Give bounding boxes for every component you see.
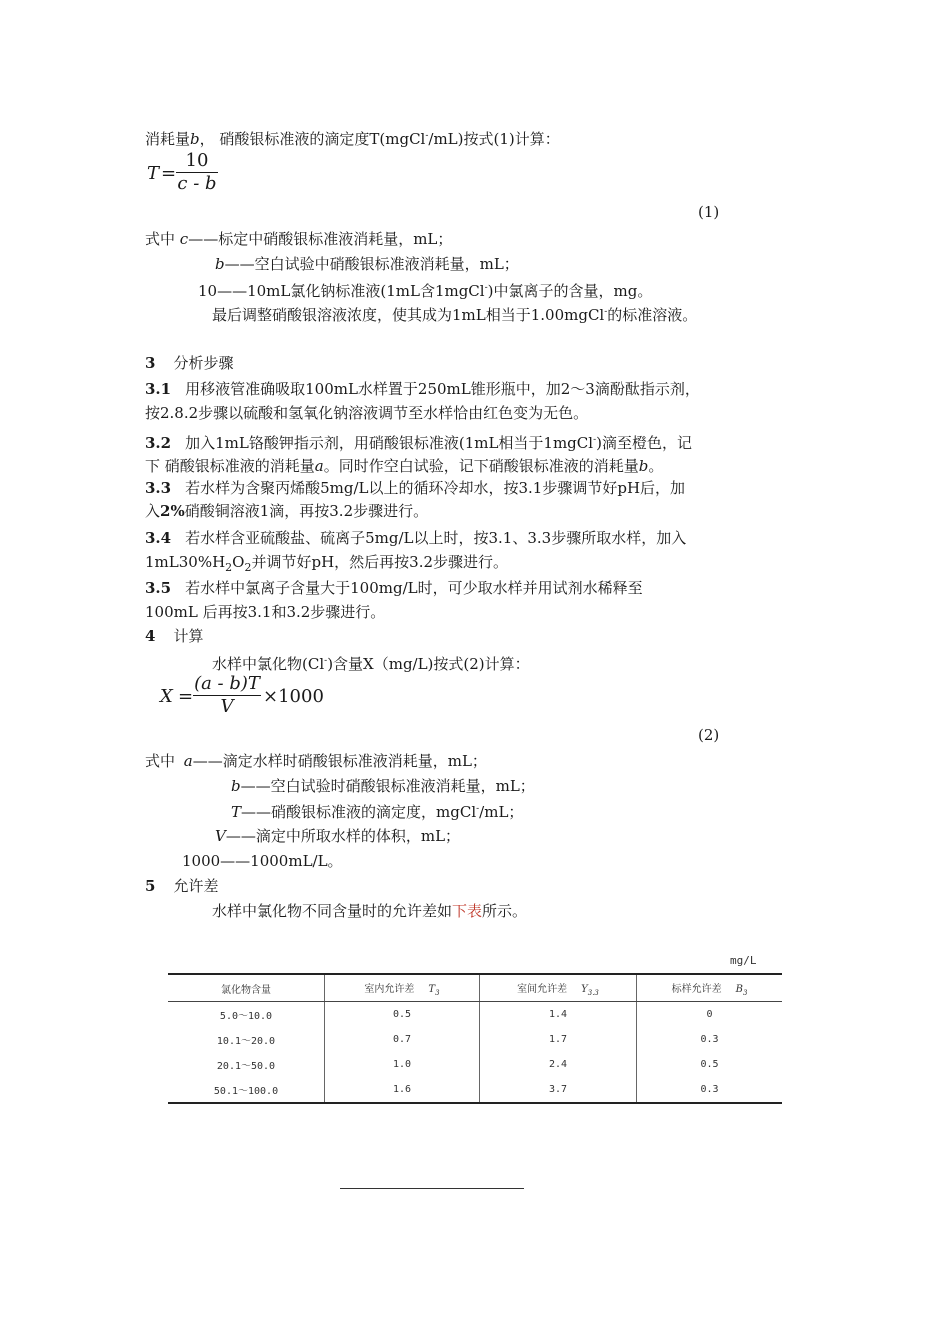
step-3-4: 3.4 若水样含亚硫酸盐、硫离子5mg/L以上时，按3.1、3.3步骤所取水样，加入 $1mL30\%H_2O_2$并调节好pH，然后再按3.2步骤进行。	[145, 529, 687, 574]
eq2-fraction	[193, 673, 261, 717]
header-lab-tolerance: 室内允许差 $T_3$	[325, 974, 480, 1002]
where2-a: 式中 a——滴定水样时硝酸银标准液消耗量，mL；	[145, 752, 487, 770]
eq1-number: (1)	[698, 203, 720, 221]
intro-line: 消耗量b， 硝酸银标准液的滴定度T(mgCl-/mL)按式(1)计算：	[145, 130, 560, 148]
step-3-5: 3.5 若水样中氯离子含量大于100mg/L时，可少取水样并用试剂水稀释至 100mL 后再按3.1和3.2步骤进行。	[145, 579, 643, 621]
table-row: 50.1～100.0 1.6 3.7 0.3	[168, 1077, 782, 1103]
where2-t: T——硝酸银标准液的滴定度，mgCl-/mL；	[231, 803, 524, 821]
eq1-lhs: T	[147, 163, 160, 184]
section-4-heading: 4 计算	[145, 627, 204, 645]
section-3-heading: 3 分析步骤	[145, 354, 234, 372]
eq2-equals: =	[178, 686, 194, 707]
end-rule	[340, 1188, 524, 1189]
table-link[interactable]: 下表	[452, 902, 483, 920]
header-content: 氯化物含量	[168, 974, 325, 1002]
table-row: 5.0～10.0 0.5 1.4 0	[168, 1002, 782, 1028]
eq2-numerator: (a - b)T	[194, 673, 260, 694]
header-interlab-tolerance: 室间允许差 $Y_{3.3}$	[480, 974, 637, 1002]
where2-k: 1000——1000mL/L。	[182, 852, 343, 870]
eq2-lhs: X	[160, 686, 173, 707]
table-row: 10.1～20.0 0.7 1.7 0.3	[168, 1027, 782, 1052]
eq1-fraction	[176, 150, 218, 194]
where2-b: b——空白试验时硝酸银标准液消耗量，mL；	[231, 777, 535, 795]
step-3-3: 3.3 若水样为含聚丙烯酸5mg/L以上的循环冷却水，按3.1步骤调节好pH后，加 入2%硝酸铜溶液1滴，再按3.2步骤进行。	[145, 479, 686, 520]
table-header-row	[168, 974, 782, 1002]
header-standard-tolerance: 标样允许差 $B_3$	[637, 974, 783, 1002]
allowance-table	[168, 973, 782, 1104]
eq1-denominator: c - b	[177, 173, 217, 194]
eq1-equals: =	[161, 163, 177, 184]
table-unit: mg/L	[730, 954, 757, 967]
where2-v: V——滴定中所取水样的体积，mL；	[215, 827, 461, 845]
step-3-2: 3.2 加入1mL铬酸钾指示剂，用硝酸银标准液(1mL相当于1mgCl-)滴至橙色，记 下 硝酸银标准液的消耗量a。同时作空白试验，记下硝酸银标准液的消耗量b。	[145, 434, 692, 475]
eq2-number: (2)	[698, 726, 720, 744]
adjust-line: 最后调整硝酸银溶液浓度，使其成为1mL相当于1.00mgCl-的标准溶液。	[212, 306, 698, 324]
where1-b: b——空白试验中硝酸银标准液消耗量，mL；	[215, 255, 519, 273]
eq1-numerator: 10	[185, 150, 209, 171]
section-5-intro: 水样中氯化物不同含量时的允许差如下表所示。	[212, 902, 528, 920]
section-5-heading: 5 允许差	[145, 877, 219, 895]
eq2-denominator: V	[220, 696, 234, 717]
where1-c: 式中 c——标定中硝酸银标准液消耗量，mL；	[145, 230, 453, 248]
table-row: 20.1～50.0 1.0 2.4 0.5	[168, 1052, 782, 1077]
eq2-multiplier: ×1000	[263, 686, 324, 707]
step-3-1: 3.1 用移液管准确吸取100mL水样置于250mL锥形瓶中，加2～3滴酚酞指示剂， 按2.8.2步骤以硫酸和氢氧化钠溶液调节至水样恰由红色变为无色。	[145, 380, 700, 422]
section-4-intro: 水样中氯化物(Cl-)含量X（mg/L)按式(2)计算：	[212, 655, 530, 673]
where1-ten: 10——10mL氯化钠标准液(1mL含1mgCl-)中氯离子的含量，mg。	[198, 282, 653, 300]
